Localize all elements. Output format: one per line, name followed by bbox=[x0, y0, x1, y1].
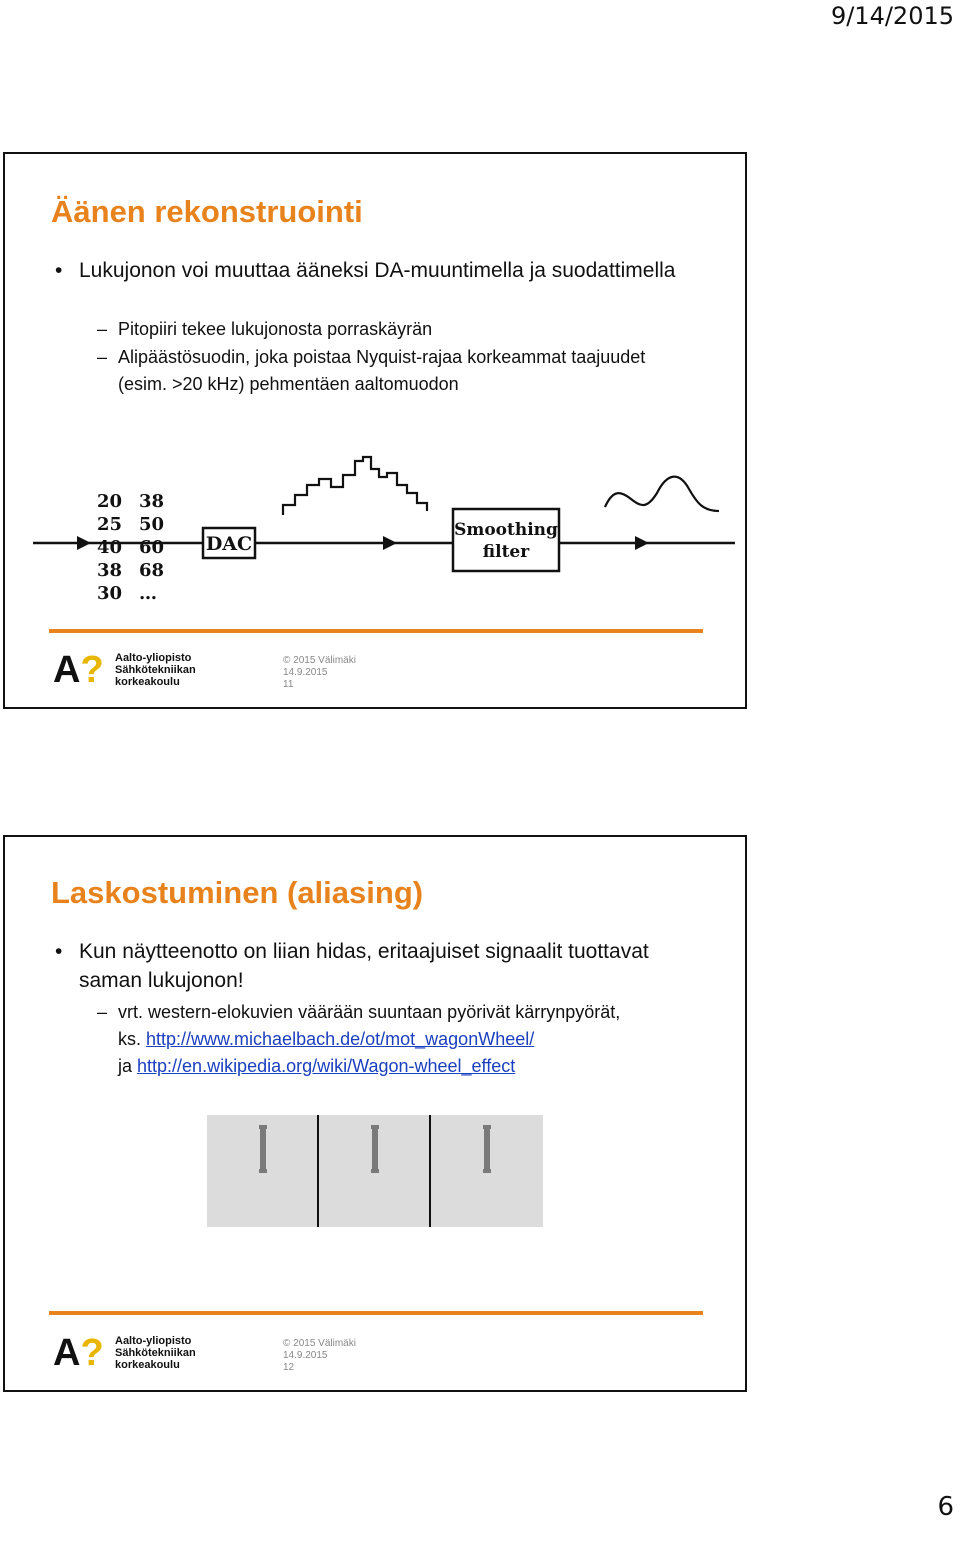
sample-value: 60 bbox=[139, 537, 165, 558]
smooth-waveform bbox=[605, 477, 719, 511]
sample-value: 40 bbox=[97, 537, 123, 558]
dac-smoothing-diagram bbox=[7, 449, 745, 609]
sample-value: 38 bbox=[97, 560, 123, 581]
wheel-spoke bbox=[372, 1125, 378, 1173]
logo-line: Sähkötekniikan bbox=[115, 1347, 196, 1359]
footer-copyright: © 2015 Välimäki bbox=[283, 1338, 356, 1349]
sub-line-prefix: ja bbox=[118, 1056, 138, 1076]
sub-bullet-text: Alipäästösuodin, joka poistaa Nyquist-rajaa korkeammat taajuudet (esim. >20 kHz) pehmentäen aaltomuodon bbox=[118, 347, 646, 394]
logo-line: Sähkötekniikan bbox=[115, 664, 196, 676]
sample-value: 68 bbox=[139, 560, 165, 581]
aalto-a-question-logo-icon: A? bbox=[53, 1332, 104, 1374]
filter-label-line1: Smoothing bbox=[454, 520, 558, 540]
slide-title: Äänen rekonstruointi bbox=[51, 194, 363, 229]
michaelbach-link[interactable]: http://www.michaelbach.de/ot/mot_wagonWheel/ bbox=[146, 1029, 535, 1049]
wikipedia-link[interactable]: http://en.wikipedia.org/wiki/Wagon-wheel_effect bbox=[137, 1056, 516, 1076]
logo-line: Aalto-yliopisto bbox=[115, 652, 192, 664]
slide-laskostuminen bbox=[3, 835, 747, 1392]
wheel-spoke bbox=[484, 1125, 490, 1173]
sub-bullet-dash: – bbox=[97, 319, 108, 339]
bullet-dot: • bbox=[55, 259, 63, 282]
footer-info bbox=[283, 1338, 356, 1374]
bullet-item bbox=[55, 256, 695, 285]
diagram-svg bbox=[7, 449, 745, 609]
staircase-waveform bbox=[283, 457, 427, 515]
right-arrow-icon bbox=[77, 536, 91, 550]
footer-slide-number: 11 bbox=[283, 679, 294, 690]
sample-value: 20 bbox=[97, 491, 123, 512]
sub-bullet-item bbox=[97, 316, 737, 343]
sub-bullet-dash: – bbox=[97, 347, 108, 367]
logo-line: korkeakoulu bbox=[115, 1359, 180, 1371]
slide-title: Laskostuminen (aliasing) bbox=[51, 875, 424, 910]
aalto-a-question-logo-icon: A? bbox=[53, 649, 104, 691]
bullet-dot: • bbox=[55, 940, 63, 963]
logo-text bbox=[115, 1335, 196, 1371]
sub-line-prefix: ks. bbox=[118, 1029, 147, 1049]
sample-value: … bbox=[139, 583, 157, 604]
right-arrow-icon bbox=[635, 536, 649, 550]
slide-aanen-rekonstruointi bbox=[3, 152, 747, 709]
footer-accent-bar bbox=[49, 629, 703, 633]
footer-copyright: © 2015 Välimäki bbox=[283, 655, 356, 666]
bullet-text: Lukujonon voi muuttaa ääneksi DA-muuntimella ja suodattimella bbox=[79, 259, 676, 282]
footer-info bbox=[283, 655, 356, 691]
sub-bullet-dash: – bbox=[97, 1002, 108, 1022]
aalto-logo bbox=[53, 650, 213, 690]
dac-label: DAC bbox=[205, 533, 253, 555]
logo-text bbox=[115, 652, 196, 688]
logo-line: Aalto-yliopisto bbox=[115, 1335, 192, 1347]
wagon-wheel-animation-frames bbox=[207, 1115, 543, 1227]
sub-bullet-item bbox=[97, 344, 657, 398]
footer-slide-number: 12 bbox=[283, 1362, 295, 1373]
sub-bullet-item bbox=[97, 999, 717, 1080]
bullet-item bbox=[55, 937, 655, 995]
sub-line: vrt. western-elokuvien väärään suuntaan pyörivät kärrynpyörät, bbox=[118, 1002, 621, 1022]
bullet-text: Kun näytteenotto on liian hidas, eritaajuiset signaalit tuottavat saman lukujonon! bbox=[79, 940, 649, 992]
sample-value: 30 bbox=[97, 583, 123, 604]
filter-label-line2: filter bbox=[482, 542, 530, 562]
footer-date: 14.9.2015 bbox=[283, 1350, 328, 1361]
frame-divider bbox=[317, 1115, 319, 1227]
aalto-logo bbox=[53, 1333, 213, 1373]
sub-bullet-text: Pitopiiri tekee lukujonosta porraskäyrän bbox=[118, 319, 433, 339]
sample-value: 25 bbox=[97, 514, 123, 535]
wheel-spoke bbox=[260, 1125, 266, 1173]
right-arrow-icon bbox=[383, 536, 397, 550]
sub-bullet-text bbox=[97, 999, 717, 1080]
logo-line: korkeakoulu bbox=[115, 676, 180, 688]
sample-value: 50 bbox=[139, 514, 165, 535]
page-date: 9/14/2015 bbox=[830, 2, 954, 30]
frame-divider bbox=[429, 1115, 431, 1227]
footer-date: 14.9.2015 bbox=[283, 667, 328, 678]
page-number: 6 bbox=[937, 1492, 954, 1522]
sample-value: 38 bbox=[139, 491, 165, 512]
footer-accent-bar bbox=[49, 1311, 703, 1315]
